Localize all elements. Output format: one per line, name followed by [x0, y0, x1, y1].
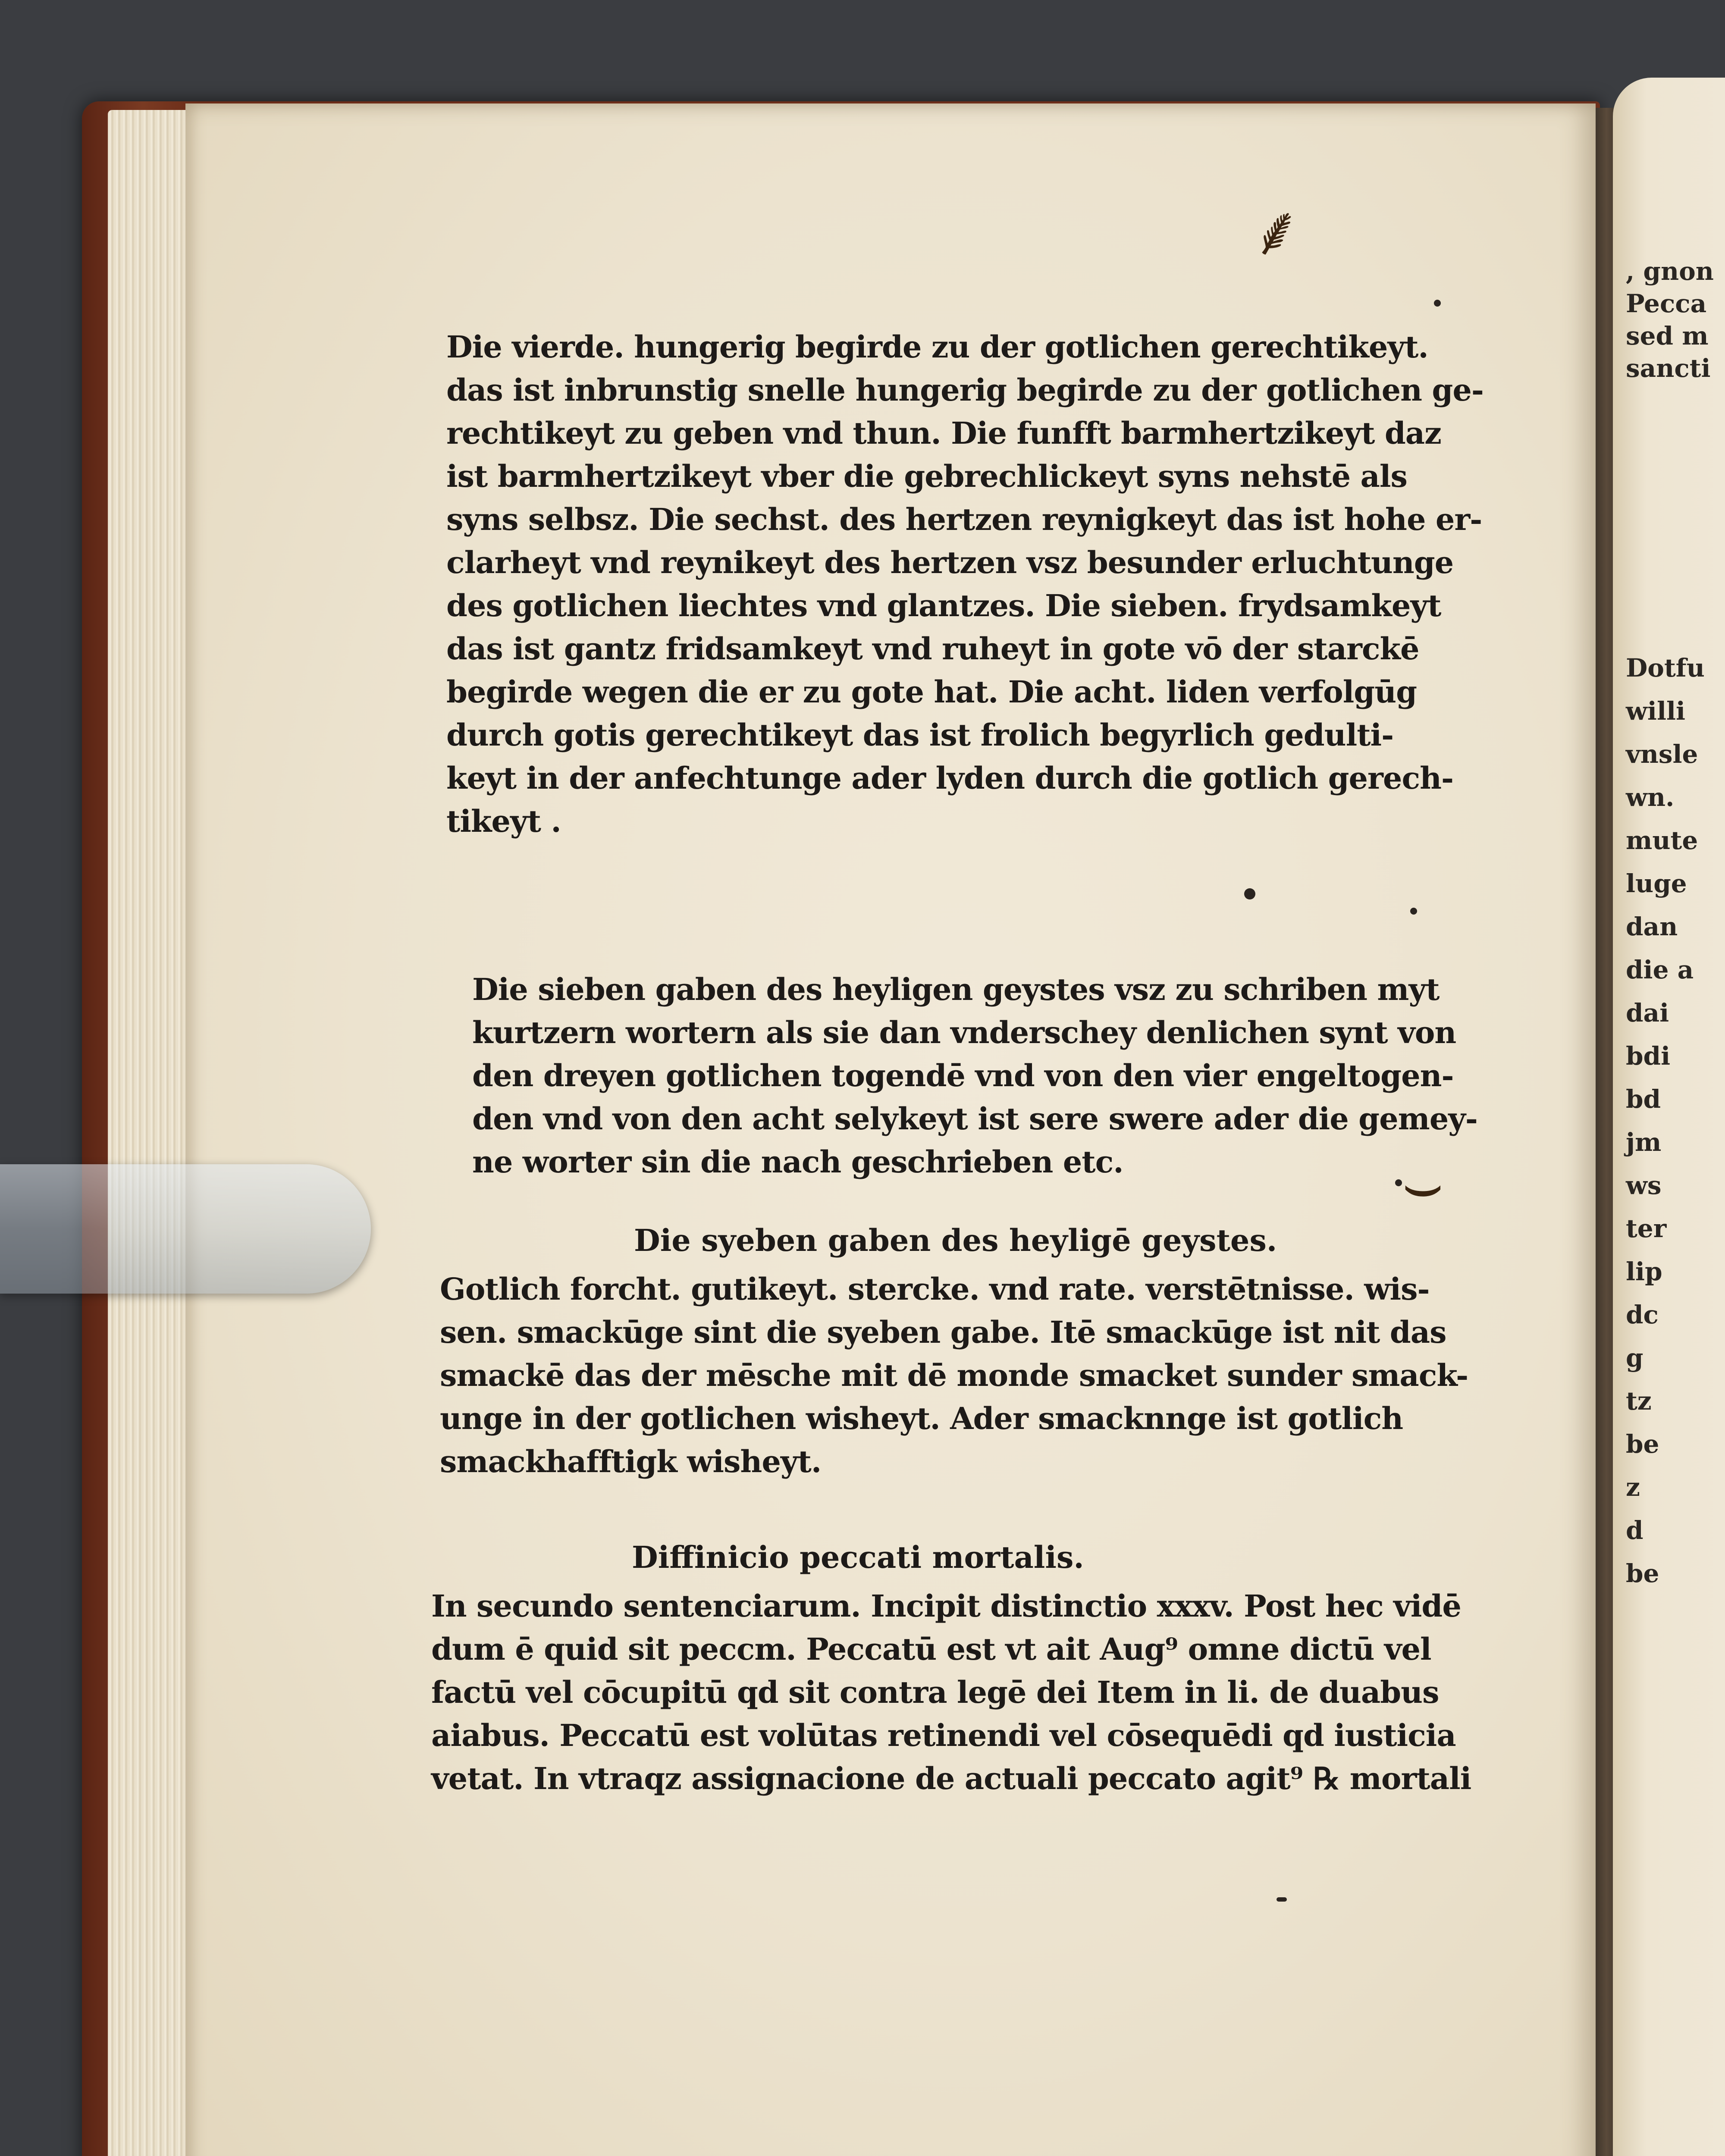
facing-page-fragment: dai	[1626, 998, 1669, 1028]
facing-page-fragment: ter	[1626, 1214, 1667, 1243]
text-line: unge in der gotlichen wisheyt. Ader smacknnge ist gotlich	[440, 1401, 1403, 1436]
text-line: ist barmhertzikeyt vber die gebrechlickeyt syns nehstē als	[446, 458, 1407, 494]
text-block-mortal-sin	[431, 1585, 1471, 1800]
text-line: den dreyen gotlichen togendē vnd von den vier engeltogen-	[472, 1058, 1454, 1094]
facing-page-fragment: wn.	[1626, 783, 1675, 812]
ink-flourish-mark: ⸙	[1251, 191, 1303, 271]
facing-page-fragment: dc	[1626, 1300, 1659, 1329]
ink-stroke-mark: ⌣	[1402, 1147, 1444, 1222]
facing-page-fragment: dan	[1626, 912, 1678, 941]
facing-page-fragment: willi	[1626, 696, 1686, 726]
text-block-seven-beatitudes	[446, 326, 1484, 843]
text-line: syns selbsz. Die sechst. des hertzen reynigkeyt das ist hohe er-	[446, 501, 1482, 537]
text-line: vetat. In vtraqz assignacione de actuali peccato agit⁹ ℞ mortali	[431, 1761, 1471, 1796]
text-line: das ist gantz fridsamkeyt vnd ruheyt in gote vō der starckē	[446, 631, 1419, 667]
text-line: smackē das der mēsche mit dē monde smacket sunder smack-	[440, 1357, 1468, 1393]
facing-page-fragment: mute	[1626, 826, 1698, 855]
text-line: tikeyt .	[446, 803, 561, 839]
text-line: rechtikeyt zu geben vnd thun. Die funfft barmhertzikeyt daz	[446, 415, 1441, 451]
facing-page-fragment: bd	[1626, 1084, 1661, 1114]
text-line: des gotlichen liechtes vnd glantzes. Die sieben. frydsamkeyt	[446, 588, 1441, 624]
ink-speck	[1244, 888, 1255, 899]
text-line: das ist inbrunstig snelle hungerig begirde zu der gotlichen ge-	[446, 372, 1484, 408]
facing-page-fragment: vnsle	[1626, 740, 1698, 769]
facing-page-fragment: , gnon	[1626, 257, 1714, 286]
text-line: dum ē quid sit peccm. Peccatū est vt ait Aug⁹ omne dictū vel	[431, 1631, 1431, 1667]
text-block-seven-gifts	[440, 1268, 1468, 1483]
facing-page-fragment: tz	[1626, 1386, 1652, 1416]
facing-page-fragment: luge	[1626, 869, 1687, 898]
facing-page	[1613, 78, 1725, 2156]
text-line: aiabus. Peccatū est volūtas retinendi vel cōsequēdi qd iusticia	[431, 1717, 1456, 1753]
facing-page-fragment: sed m	[1626, 321, 1709, 351]
facing-page-fragment: Dotfu	[1626, 653, 1705, 683]
ink-speck	[1395, 1179, 1402, 1186]
text-line: keyt in der anfechtunge ader lyden durch die gotlich gerech-	[446, 760, 1454, 796]
facing-page-fragment: d	[1626, 1516, 1643, 1545]
text-line: durch gotis gerechtikeyt das ist frolich begyrlich gedulti-	[446, 717, 1394, 753]
facing-page-fragment: be	[1626, 1429, 1659, 1459]
text-line: factū vel cōcupitū qd sit contra legē dei Item in li. de duabus	[431, 1674, 1439, 1710]
page-clip-holder	[0, 1164, 371, 1294]
text-line: kurtzern wortern als sie dan vnderschey denlichen synt von	[472, 1015, 1456, 1050]
facing-page-fragment: die a	[1626, 955, 1694, 984]
text-line: smackhafftigk wisheyt.	[440, 1444, 822, 1479]
text-line: sen. smackūge sint die syeben gabe. Itē smackūge ist nit das	[440, 1314, 1446, 1350]
ink-speck	[1410, 908, 1417, 915]
facing-page-fragment: lip	[1626, 1257, 1662, 1286]
section-heading-mortal-sin: Diffinicio peccati mortalis.	[632, 1539, 1084, 1575]
ink-speck	[1434, 300, 1441, 307]
facing-page-fragment: Pecca	[1626, 289, 1707, 318]
text-line: In secundo sentenciarum. Incipit distinctio xxxv. Post hec vidē	[431, 1588, 1461, 1624]
section-heading-seven-gifts: Die syeben gaben des heyligē geystes.	[634, 1222, 1277, 1258]
text-line: Die sieben gaben des heyligen geystes vsz zu schriben myt	[472, 971, 1440, 1007]
facing-page-fragment: g	[1626, 1343, 1643, 1373]
facing-page-fragment: bdi	[1626, 1041, 1671, 1071]
text-line: begirde wegen die er zu gote hat. Die acht. liden verfolgūg	[446, 674, 1417, 710]
ink-speck	[1276, 1897, 1287, 1902]
text-line: ne worter sin die nach geschrieben etc.	[472, 1144, 1123, 1180]
text-block-seven-gifts-intro	[472, 968, 1477, 1184]
text-line: den vnd von den acht selykeyt ist sere swere ader die gemey-	[472, 1101, 1477, 1137]
facing-page-fragment: ws	[1626, 1171, 1662, 1200]
text-line: clarheyt vnd reynikeyt des hertzen vsz besunder erluchtunge	[446, 545, 1454, 580]
facing-page-fragment: be	[1626, 1559, 1659, 1588]
text-line: Gotlich forcht. gutikeyt. stercke. vnd rate. verstētnisse. wis-	[440, 1271, 1430, 1307]
facing-page-fragment: jm	[1626, 1128, 1662, 1157]
facing-page-fragment: sancti	[1626, 354, 1711, 383]
facing-page-fragment: z	[1626, 1473, 1640, 1502]
text-line: Die vierde. hungerig begirde zu der gotlichen gerechtikeyt.	[446, 329, 1428, 365]
